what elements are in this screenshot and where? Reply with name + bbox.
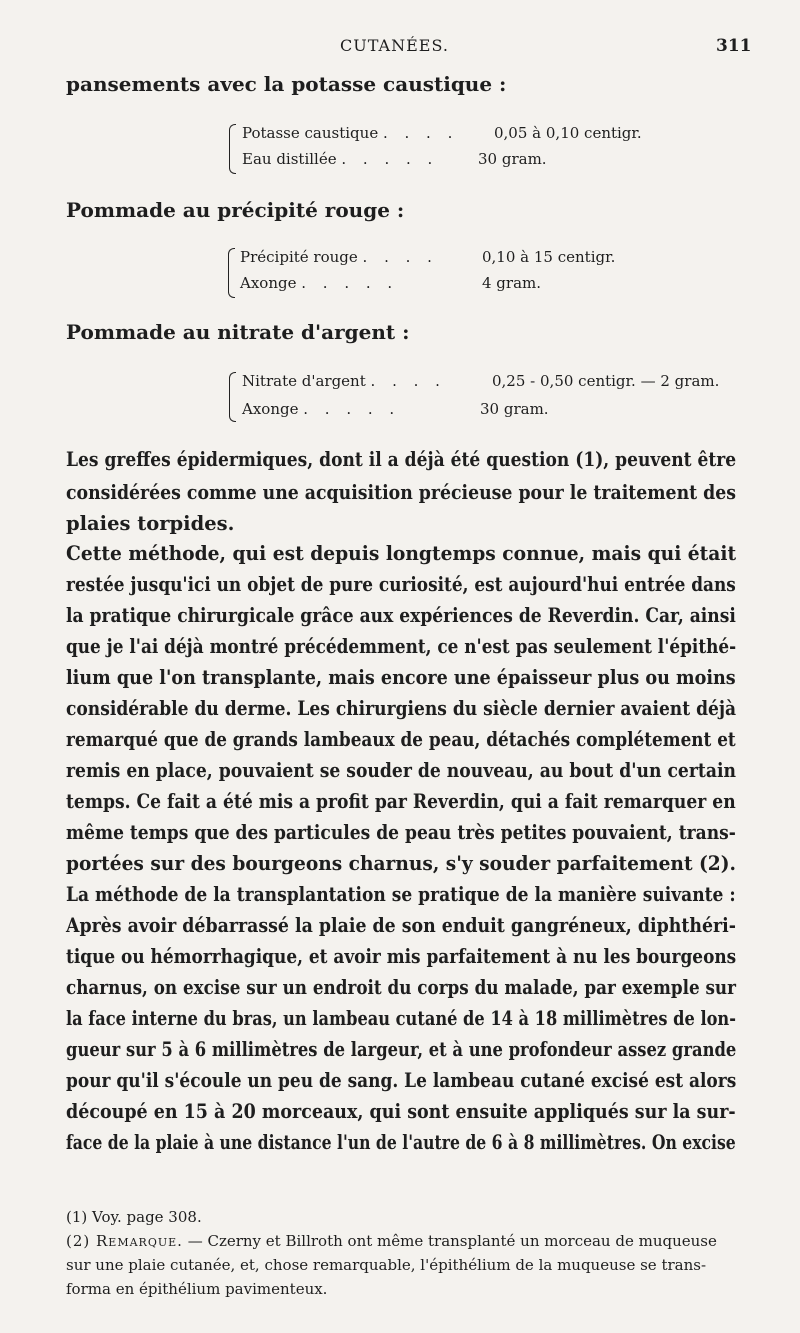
body-line: la pratique chirurgicale grâce aux expériences de Reverdin. Car, ainsi xyxy=(66,604,736,627)
body-line: Cette méthode, qui est depuis longtemps connue, mais qui était xyxy=(66,542,737,565)
recipe1-brace xyxy=(229,124,236,174)
body-line: même temps que des particules de peau très petites pouvaient, trans- xyxy=(66,821,736,844)
footnote-2-label: (2) Remarque. xyxy=(66,1232,183,1250)
recipe3-ingredient: Axonge . . . . . xyxy=(242,400,401,418)
footnote-1: (1) Voy. page 308. xyxy=(66,1208,202,1226)
running-title: CUTANÉES. xyxy=(340,36,449,55)
body-line: gueur sur 5 à 6 millimètres de largeur, et à une profondeur assez grande xyxy=(66,1038,737,1061)
body-line: remis en place, pouvaient se souder de nouveau, au bout d'un certain xyxy=(66,759,736,782)
recipe3-ingredient: Nitrate d'argent . . . . xyxy=(242,372,446,390)
recipe1-ingredient: Eau distillée . . . . . xyxy=(242,150,439,168)
body-line: découpé en 15 à 20 morceaux, qui sont ensuite appliqués sur la sur- xyxy=(66,1100,736,1123)
recipe2-ingredient: Axonge . . . . . xyxy=(240,274,399,292)
body-line: Après avoir débarrassé la plaie de son enduit gangréneux, diphthéri- xyxy=(66,914,736,937)
body-line: temps. Ce fait a été mis a profit par Reverdin, qui a fait remarquer en xyxy=(66,790,736,813)
body-line: Les greffes épidermiques, dont il a déjà été question (1), peuvent être xyxy=(66,448,737,471)
body-line: restée jusqu'ici un objet de pure curiosité, est aujourd'hui entrée dans xyxy=(66,573,736,596)
body-line: plaies torpides. xyxy=(66,512,235,535)
recipe1-ingredient: Potasse caustique . . . . xyxy=(242,124,459,142)
recipe3-title: Pommade au nitrate d'argent : xyxy=(66,320,410,344)
recipe1-quantity: 30 gram. xyxy=(478,150,547,168)
footnote-2-line-1: — Czerny et Billroth ont même transplanté un morceau de muqueuse xyxy=(187,1232,717,1250)
body-line: considérées comme une acquisition précieuse pour le traitement des xyxy=(66,481,736,504)
body-line: La méthode de la transplantation se pratique de la manière suivante : xyxy=(66,883,736,906)
body-line: remarqué que de grands lambeaux de peau, détachés complétement et xyxy=(66,728,736,751)
recipe3-quantity: 0,25 - 0,50 centigr. — 2 gram. xyxy=(492,372,720,390)
body-line: pour qu'il s'écoule un peu de sang. Le lambeau cutané excisé est alors xyxy=(66,1069,737,1092)
recipe3-brace xyxy=(229,372,236,422)
footnote-2-line-2: sur une plaie cutanée, et, chose remarquable, l'épithélium de la muqueuse se trans- xyxy=(66,1256,707,1274)
recipe2-brace xyxy=(228,248,235,298)
footnote-2 xyxy=(66,1232,717,1250)
body-line: face de la plaie à une distance l'un de l'autre de 6 à 8 millimètres. On excise xyxy=(66,1131,736,1154)
page-number: 311 xyxy=(716,36,752,56)
running-header xyxy=(0,32,800,62)
recipe2-ingredient: Précipité rouge . . . . xyxy=(240,248,438,266)
footnote-2-line-3: forma en épithélium pavimenteux. xyxy=(66,1280,328,1298)
recipe2-quantity: 4 gram. xyxy=(482,274,542,292)
body-line: tique ou hémorrhagique, et avoir mis parfaitement à nu les bourgeons xyxy=(66,945,737,968)
recipe2-title: Pommade au précipité rouge : xyxy=(66,198,405,222)
body-line: charnus, on excise sur un endroit du corps du malade, par exemple sur xyxy=(66,976,736,999)
recipe3-quantity: 30 gram. xyxy=(480,400,549,418)
body-line: considérable du derme. Les chirurgiens du siècle dernier avaient déjà xyxy=(66,697,737,720)
body-line: que je l'ai déjà montré précédemment, ce n'est pas seulement l'épithé- xyxy=(66,635,737,658)
recipe2-quantity: 0,10 à 15 centigr. xyxy=(482,248,616,266)
recipe1-quantity: 0,05 à 0,10 centigr. xyxy=(494,124,642,142)
body-line: la face interne du bras, un lambeau cutané de 14 à 18 millimètres de lon- xyxy=(66,1007,736,1030)
intro-line: pansements avec la potasse caustique : xyxy=(66,72,507,96)
body-line: lium que l'on transplante, mais encore une épaisseur plus ou moins xyxy=(66,666,736,689)
body-line: portées sur des bourgeons charnus, s'y souder parfaitement (2). xyxy=(66,852,736,875)
